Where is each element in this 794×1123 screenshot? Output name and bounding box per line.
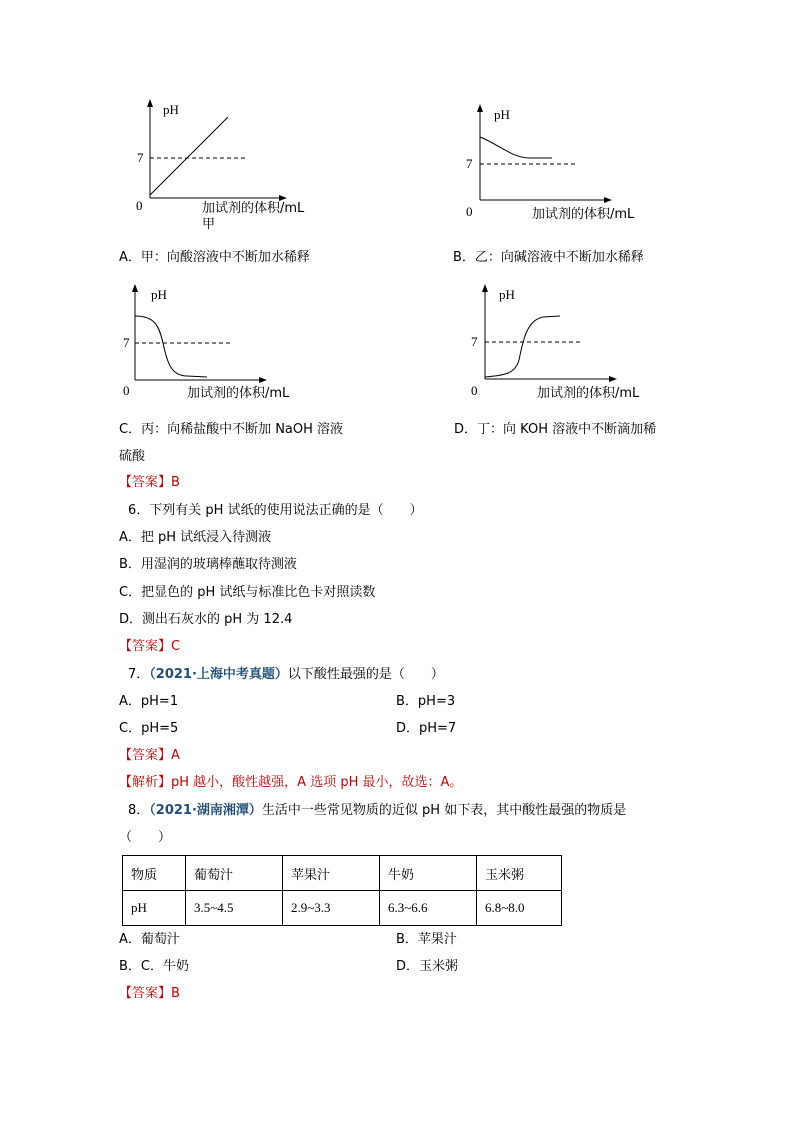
q6-option-a: A．把 pH 试纸浸入待测液 xyxy=(119,530,272,545)
graph-jia xyxy=(130,95,330,235)
origin-label: 0 xyxy=(471,383,478,398)
seven-label: 7 xyxy=(471,334,478,349)
seven-label: 7 xyxy=(123,335,130,350)
origin-label: 0 xyxy=(466,204,473,219)
q7-stem xyxy=(128,668,444,681)
y-axis-arrow xyxy=(132,284,138,292)
y-axis-arrow xyxy=(477,104,483,112)
q7-option-d: D．pH=7 xyxy=(396,721,457,736)
question-source: （2021·上海中考真题） xyxy=(149,667,288,682)
q6-option-d: D．测出石灰水的 pH 为 12.4 xyxy=(119,612,293,627)
graph-yi xyxy=(460,100,660,230)
q5-option-d-continued: 硫酸 xyxy=(119,449,146,464)
q8-answer xyxy=(119,987,180,1000)
q6-option-c: C．把显色的 pH 试纸与标准比色卡对照读数 xyxy=(119,585,376,600)
answer-tag: 【答案】 xyxy=(119,475,172,490)
q7-option-a: A．pH=1 xyxy=(119,694,179,709)
y-label: pH xyxy=(151,287,167,302)
table-row xyxy=(123,891,562,926)
q5-option-b: B．乙：向碱溶液中不断加水稀释 xyxy=(453,250,644,265)
table-cell: 牛奶 xyxy=(380,856,477,891)
x-label: 加试剂的体积/mL xyxy=(537,386,640,401)
question-number: 8． xyxy=(128,803,150,818)
q8-option-b: B．苹果汁 xyxy=(396,932,457,947)
analysis-tag: 【解析】 xyxy=(119,775,172,790)
answer-value: A xyxy=(171,748,180,763)
q8-stem-continued: （ ） xyxy=(119,830,172,845)
x-axis-arrow xyxy=(609,376,617,382)
table-cell: 6.3~6.6 xyxy=(380,891,477,926)
table-cell: pH xyxy=(123,891,186,926)
q6-answer xyxy=(119,640,180,653)
table-cell: 3.5~4.5 xyxy=(186,891,283,926)
question-source: （2021·湖南湘潭） xyxy=(149,803,262,818)
table-row xyxy=(123,856,562,891)
y-label: pH xyxy=(499,287,515,302)
y-label: pH xyxy=(163,102,179,117)
q7-analysis xyxy=(119,776,462,789)
question-text: 以下酸性最强的是（ ） xyxy=(287,667,444,682)
table-cell: 2.9~3.3 xyxy=(283,891,380,926)
question-text: 生活中一些常见物质的近似 pH 如下表，其中酸性最强的物质是 xyxy=(261,803,627,818)
y-axis-arrow xyxy=(482,284,488,292)
y-label: pH xyxy=(494,107,510,122)
x-axis-arrow xyxy=(259,377,267,383)
answer-value: C xyxy=(171,639,181,654)
curve xyxy=(135,316,207,377)
q5-option-c: C．丙：向稀盐酸中不断加 NaOH 溶液 xyxy=(119,422,344,437)
y-axis-arrow xyxy=(147,99,153,107)
x-label: 加试剂的体积/mL xyxy=(187,386,290,401)
q8-option-d: D．玉米粥 xyxy=(396,959,459,974)
answer-tag: 【答案】 xyxy=(119,639,172,654)
origin-label: 0 xyxy=(136,198,143,213)
graph-caption: 甲 xyxy=(202,217,216,232)
x-label: 加试剂的体积/mL xyxy=(202,201,305,216)
curve xyxy=(480,137,552,158)
q8-option-a: A．葡萄汁 xyxy=(119,932,180,947)
answer-value: B xyxy=(171,986,180,1001)
q5-answer xyxy=(119,476,180,489)
x-axis-arrow xyxy=(604,197,612,203)
q5-option-d: D．丁：向 KOH 溶液中不断滴加稀 xyxy=(454,422,657,437)
x-label: 加试剂的体积/mL xyxy=(532,207,635,222)
analysis-text: pH 越小，酸性越强，A 选项 pH 最小，故选：A。 xyxy=(171,775,463,790)
seven-label: 7 xyxy=(466,156,473,171)
table-cell: 物质 xyxy=(123,856,186,891)
curve xyxy=(485,316,560,377)
q6-stem: 6．下列有关 pH 试纸的使用说法正确的是（ ） xyxy=(128,503,423,518)
seven-label: 7 xyxy=(137,150,144,165)
graph-bing xyxy=(115,280,315,410)
table-cell: 6.8~8.0 xyxy=(477,891,562,926)
table-cell: 玉米粥 xyxy=(477,856,562,891)
origin-label: 0 xyxy=(123,383,130,398)
q5-option-a: A．甲：向酸溶液中不断加水稀释 xyxy=(119,250,310,265)
q7-option-c: C．pH=5 xyxy=(119,721,179,736)
ph-table xyxy=(122,855,562,926)
table-cell: 葡萄汁 xyxy=(186,856,283,891)
q7-option-b: B．pH=3 xyxy=(396,694,456,709)
answer-value: B xyxy=(171,475,180,490)
q6-option-b: B．用湿润的玻璃棒蘸取待测液 xyxy=(119,557,297,572)
table-cell: 苹果汁 xyxy=(283,856,380,891)
q8-stem xyxy=(128,804,626,817)
q7-answer xyxy=(119,749,180,762)
answer-tag: 【答案】 xyxy=(119,748,172,763)
answer-tag: 【答案】 xyxy=(119,986,172,1001)
graph-ding xyxy=(465,280,665,410)
q8-option-c: B．C．牛奶 xyxy=(119,959,189,974)
question-number: 7． xyxy=(128,667,150,682)
curve xyxy=(150,117,228,195)
